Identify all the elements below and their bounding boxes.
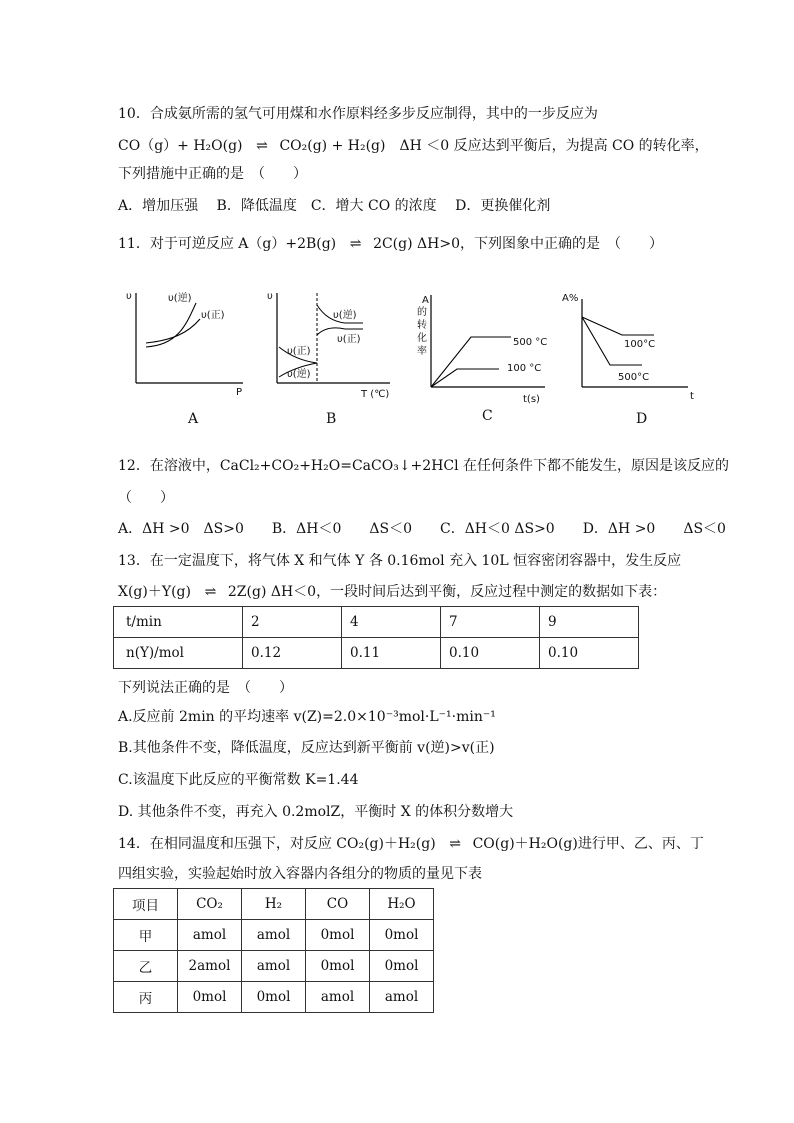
table-row (114, 638, 639, 669)
svg-text:率: 率 (417, 346, 427, 357)
table-row (114, 889, 434, 920)
equilibrium-arrow-icon: ⇌ (349, 236, 360, 252)
table-cell: amol (306, 982, 370, 1013)
table-cell: 0.11 (342, 638, 441, 669)
svg-text:化: 化 (417, 333, 427, 344)
q13-option-b: B.其他条件不变，降低温度，反应达到新平衡前 v(逆)>v(正) (118, 740, 495, 756)
q11-stem: 11．对于可逆反应 A（g）+2B(g) ⇌ 2C(g) ΔH>0，下列图象中正确的是 （ ） (118, 236, 663, 252)
graph-b-caption: B (326, 411, 337, 427)
q10-stem-line2: CO（g）+ H₂O(g) ⇌ CO₂(g) + H₂(g) ΔH ＜0 反应达到平衡后，为提高 CO 的转化率， (118, 138, 709, 154)
graph-b (265, 285, 400, 400)
q14-stem-line2: 四组实验，实验起始时放入容器内各组分的物质的量见下表 (118, 866, 482, 882)
table-row (114, 920, 434, 951)
q10-options: A．增加压强 B．降低温度 C．增大 CO 的浓度 D．更换催化剂 (118, 198, 551, 214)
table-cell: 0.10 (540, 638, 639, 669)
table-cell: 0.10 (441, 638, 540, 669)
graph-b-yaxis: υ (267, 291, 273, 302)
equilibrium-arrow-icon: ⇌ (256, 138, 266, 154)
q13-stem-line2: X(g)＋Y(g) ⇌ 2Z(g) ΔH＜0，一段时间后达到平衡，反应过程中测定的数据如下表： (118, 584, 667, 600)
q10-stem-line1: 10．合成氨所需的氢气可用煤和水作原料经多步反应制得，其中的一步反应为 (118, 106, 598, 122)
q12-options: A．ΔH >0 ΔS>0 B．ΔH＜0 ΔS＜0 C．ΔH＜0 ΔS>0 D．ΔH >0 ΔS＜0 (118, 521, 726, 537)
table-cell: 0mol (178, 982, 242, 1013)
q12-stem-line1: 12．在溶液中，CaCl₂+CO₂+H₂O=CaCO₃↓+2HCl 在任何条件下都不能发生，原因是该反应的 (118, 458, 730, 474)
table-cell: t/min (114, 607, 243, 638)
table-cell: 丙 (114, 982, 178, 1013)
graph-a (118, 285, 253, 400)
q13-option-a: A.反应前 2min 的平均速率 v(Z)=2.0×10⁻³mol·L⁻¹·min⁻¹ (118, 709, 496, 725)
graph-a-label-forward: υ(正) (201, 310, 225, 321)
table-cell: 0.12 (243, 638, 342, 669)
graph-b-label-1: υ(逆) (333, 310, 357, 321)
table-cell: 甲 (114, 920, 178, 951)
table-cell: H₂O (370, 889, 434, 920)
graph-b-xaxis: T (℃) (361, 389, 390, 400)
graph-c-label-100: 100 °C (507, 363, 542, 374)
table-row (114, 982, 434, 1013)
q13-option-c: C.该温度下此反应的平衡常数 K=1.44 (118, 772, 359, 788)
graph-b-label-4: υ(逆) (287, 369, 311, 380)
table-cell: H₂ (242, 889, 306, 920)
table-cell: amol (242, 951, 306, 982)
graph-a-caption: A (188, 411, 199, 427)
table-cell: 7 (441, 607, 540, 638)
table-row (114, 951, 434, 982)
table-cell: CO₂ (178, 889, 242, 920)
graph-a-curve-reverse (146, 303, 196, 347)
q13-option-d: D. 其他条件不变，再充入 0.2molZ，平衡时 X 的体积分数增大 (118, 804, 514, 820)
table-cell: amol (242, 920, 306, 951)
graph-c-caption: C (482, 408, 493, 424)
graph-a-xaxis: P (236, 387, 243, 398)
table-cell: 乙 (114, 951, 178, 982)
graph-a-curve-forward (146, 319, 200, 343)
q10-stem-line3: 下列措施中正确的是 （ ） (118, 166, 307, 182)
graph-d-caption: D (636, 411, 648, 427)
graph-c (395, 285, 555, 405)
table-cell: amol (370, 982, 434, 1013)
q13-prompt: 下列说法正确的是 （ ） (118, 680, 293, 696)
table-cell: 9 (540, 607, 639, 638)
table-cell: amol (178, 920, 242, 951)
table-cell: CO (306, 889, 370, 920)
table-cell: 0mol (306, 951, 370, 982)
table-cell: 2 (243, 607, 342, 638)
graph-a-yaxis: υ (126, 291, 132, 302)
table-cell: 4 (342, 607, 441, 638)
svg-text:A: A (422, 295, 429, 306)
equilibrium-arrow-icon: ⇌ (204, 584, 215, 600)
graph-c-xaxis: t(s) (523, 394, 540, 405)
svg-text:转: 转 (417, 320, 427, 331)
table-cell: 0mol (370, 920, 434, 951)
q13-data-table (113, 606, 639, 669)
equilibrium-arrow-icon: ⇌ (449, 836, 459, 852)
q14-stem-line1: 14．在相同温度和压强下，对反应 CO₂(g)＋H₂(g) ⇌ CO(g)＋H₂O(g)进行甲、乙、丙、丁 (118, 836, 704, 852)
graph-d-yaxis: A% (562, 293, 579, 304)
table-cell: n(Y)/mol (114, 638, 243, 669)
graph-c-label-500: 500 °C (513, 337, 548, 348)
table-cell: 0mol (306, 920, 370, 951)
table-cell: 项目 (114, 889, 178, 920)
table-row (114, 607, 639, 638)
q14-data-table (113, 888, 434, 1013)
q13-stem-line1: 13．在一定温度下，将气体 X 和气体 Y 各 0.16mol 充入 10L 恒容密闭容器中，发生反应 (118, 553, 682, 569)
graph-d (560, 285, 700, 405)
svg-text:的: 的 (417, 307, 427, 318)
q12-stem-line2: （ ） (118, 490, 174, 506)
graph-a-label-reverse: υ(逆) (168, 293, 192, 304)
graph-d-label-500: 500°C (618, 372, 650, 383)
graph-d-xaxis: t (690, 391, 694, 402)
graph-b-label-3: υ(正) (287, 346, 311, 357)
graph-d-label-100: 100°C (624, 339, 656, 350)
table-cell: 2amol (178, 951, 242, 982)
table-cell: 0mol (242, 982, 306, 1013)
graph-b-label-2: υ(正) (337, 334, 361, 345)
table-cell: 0mol (370, 951, 434, 982)
